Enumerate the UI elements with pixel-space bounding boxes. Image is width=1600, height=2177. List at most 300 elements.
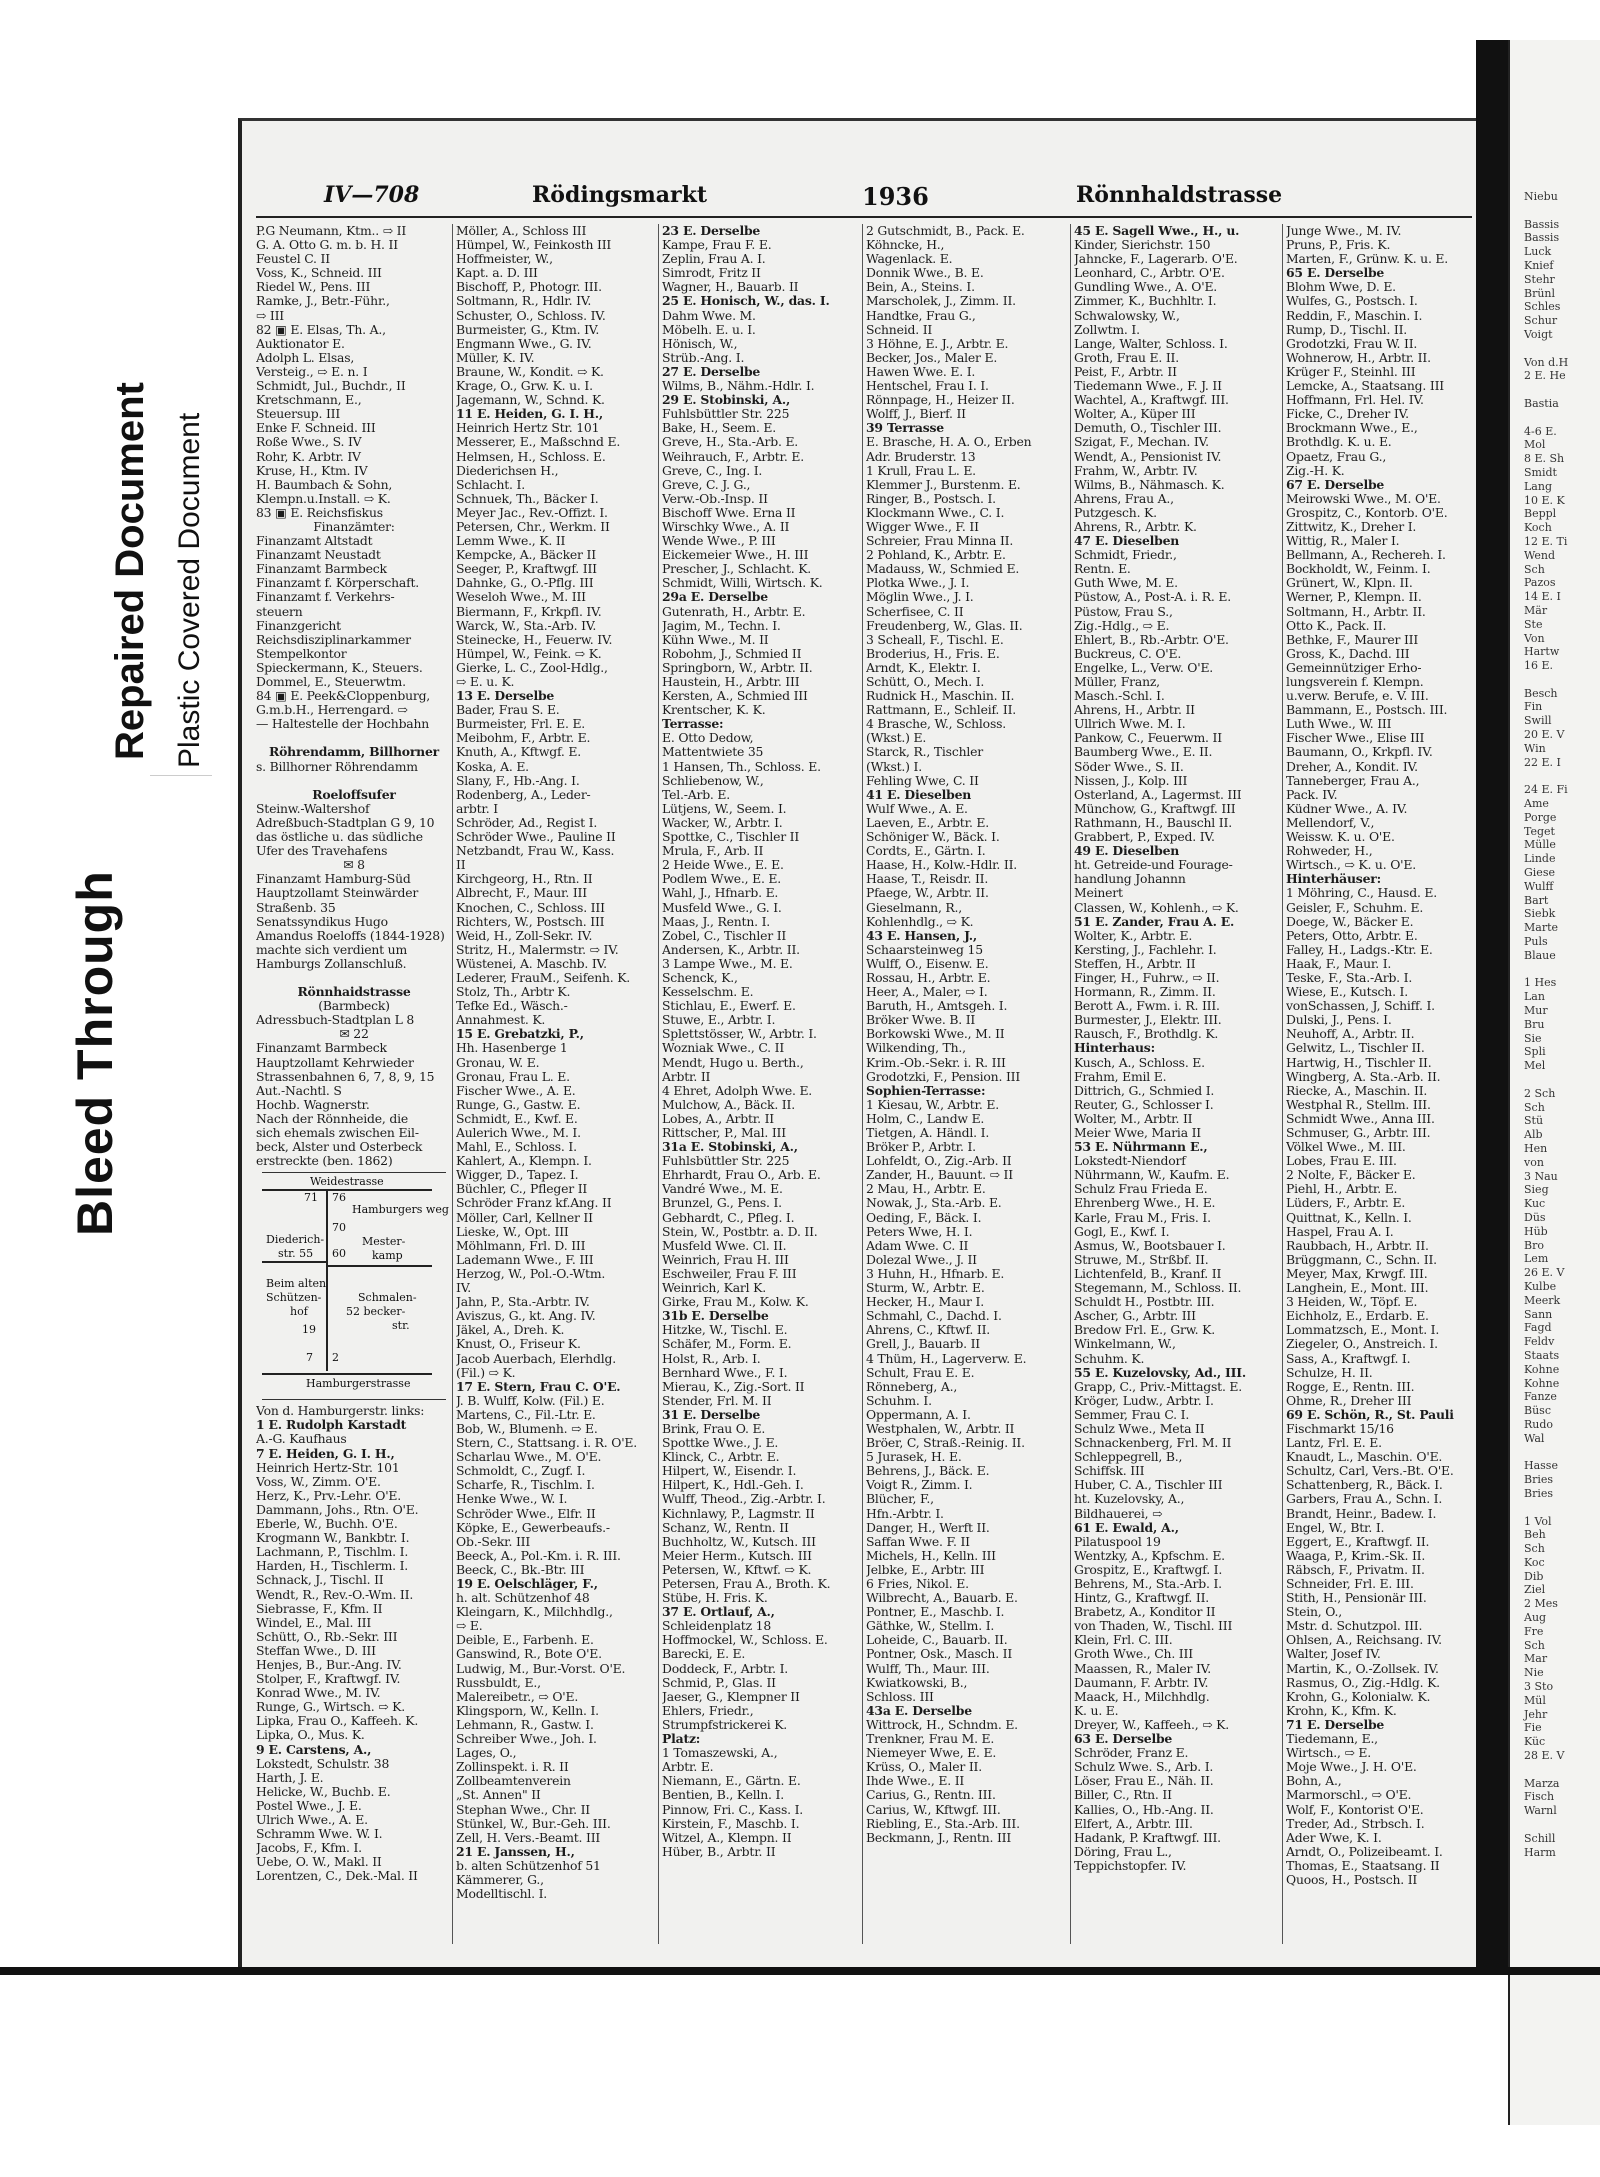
directory-entry: Schmidt, Friedr., [1074,548,1177,563]
directory-entry: Burmester, J., Elektr. III. [1074,1013,1222,1028]
directory-entry: 65 E. Derselbe [1286,266,1385,281]
directory-entry: Lantz, Frl. E. E. [1286,1436,1382,1451]
directory-entry: Mendt, Hugo u. Berth., [662,1055,804,1070]
directory-entry: Harden, H., Tischlerm. I. [256,1559,409,1574]
directory-entry: Dreher, A., Kondit. IV. [1286,759,1418,774]
directory-entry: Auktionator E. [256,336,345,351]
adjacent-page-text [1510,769,1600,783]
directory-entry: Bröker Wwe. B. II [866,1013,976,1028]
directory-entry: Hadank, P. Kraftwgf. III. [1074,1830,1221,1845]
directory-entry: Nissen, J., Kolp. III [1074,773,1188,788]
directory-entry: Brockmann Wwe., E., [1286,421,1418,436]
directory-entry: Terrasse: [662,717,724,732]
directory-entry: Stith, H., Pensionär III. [1286,1591,1427,1606]
directory-entry: Petersen, W., Kftwf. ⇨ K. [662,1562,812,1577]
adjacent-page-text [1510,673,1600,687]
directory-entry: Zimmer, K., Buchhltr. I. [1074,294,1217,309]
adjacent-page-text: Lan [1524,990,1545,1004]
directory-entry: Schütt, O., Rb.-Sekr. III [256,1629,398,1644]
directory-entry: Opaetz, Frau G., [1286,449,1387,464]
directory-entry: Rausch, F., Brothdlg. K. [1074,1027,1219,1042]
directory-entry: Arndt, K., Elektr. I. [866,660,981,675]
directory-entry: Adressbuch-Stadtplan L 8 [256,1013,415,1028]
directory-entry: Kühn Wwe., M. II [662,632,769,647]
adjacent-page-text: 16 E. [1524,659,1554,673]
adjacent-page-text: Schill [1524,1831,1556,1845]
directory-entry: ⇨ E. [456,1619,483,1634]
directory-entry: Henke Wwe., W. I. [456,1492,568,1507]
adjacent-page-text: Sch [1524,1638,1545,1652]
directory-entry: Bildhauerei, ⇨ [1074,1506,1163,1521]
directory-entry: Krogmann W., Bankbtr. I. [256,1531,410,1546]
directory-entry: Kesselschm. E. [662,985,754,1000]
directory-entry: Müller, K. IV. [456,350,535,365]
directory-entry: Reuter, G., Schlosser I. [1074,1097,1214,1112]
directory-entry: Stegemann, M., Schloss. II. [1074,1281,1242,1296]
directory-entry: Dahnke, G., O.-Pflg. III [456,576,594,591]
directory-entry: Haase, H., Kolw.-Hdlr. II. [866,858,1018,873]
directory-entry: Westphal R., Stellm. III. [1286,1097,1431,1112]
directory-entry: Tiedemann Wwe., F. J. II [1074,379,1222,394]
directory-entry: Püstow, A., Post-A. i. R. E. [1074,590,1231,605]
directory-entry: Tefke Ed., Wäsch.- [456,999,568,1014]
directory-entry: Meyer Jac., Rev.-Offizt. I. [456,505,608,520]
directory-entry: Strassenbahnen 6, 7, 8, 9, 15 [256,1069,435,1084]
directory-entry: Heinrich Hertz-Str. 101 [256,1460,400,1475]
map-label: Mester- [362,1235,406,1249]
directory-entry: Schmidt Wwe., Anna III. [1286,1111,1435,1126]
directory-entry: Baumann, O., Krkpfl. IV. [1286,745,1433,760]
directory-entry: Lachmann, P., Tischlm. I. [256,1545,409,1560]
directory-entry: Rossau, H., Arbtr. E. [866,970,991,985]
directory-entry: Osterland, A., Lagermst. III [1074,787,1242,802]
adjacent-page-text: Voigt [1524,327,1553,341]
adjacent-page-text: 2 Sch [1524,1086,1556,1100]
adjacent-page-text: Hüb [1524,1224,1548,1238]
directory-entry: 19 E. Oelschläger, F., [456,1577,598,1591]
directory-entry: Tel.-Arb. E. [662,787,730,802]
adjacent-page-text: Warnl [1524,1804,1557,1818]
directory-entry: Eichholz, E., Erdarb. E. [1286,1309,1429,1324]
directory-entry: Eberle, W., Buchh. O'E. [256,1517,398,1532]
directory-entry: Ihde Wwe., E. II [866,1774,965,1789]
directory-entry: Meibohm, F., Arbtr. E. [456,731,591,746]
directory-entry: Becker, Jos., Maler E. [866,350,998,365]
directory-entry: 31b E. Derselbe [662,1309,769,1324]
directory-entry: Grapp, C., Priv.-Mittagst. E. [1074,1379,1243,1394]
directory-entry: vonSchassen, J, Schiff. I. [1286,999,1435,1014]
directory-entry: Gutenrath, H., Arbtr. E. [662,604,806,619]
adjacent-page-text: Mülle [1524,838,1556,852]
directory-entry: Carius, G., Rentn. III. [866,1788,996,1803]
directory-entry: Finanzamt Altstadt [256,534,373,549]
directory-entry: Finanzamt f. Körperschaft. [256,576,419,591]
directory-entry: Classen, W., Kohlenh., ⇨ K. [1074,900,1239,915]
directory-entry: Uebe, O. W., Makl. II [256,1855,382,1870]
directory-entry: Stolz, Th., Arbtr K. [456,985,571,1000]
directory-entry: Wittig, R., Maler I. [1286,534,1400,549]
directory-entry: IV. [456,1281,472,1296]
directory-entry: Riebling, E., Sta.-Arb. III. [866,1816,1020,1831]
directory-entry: 1 Möhring, C., Hausd. E. [1286,886,1438,901]
directory-entry: Wittrock, H., Schndm. E. [866,1717,1018,1732]
directory-entry: Ahrens, Frau A., [1074,491,1174,506]
directory-entry: Ahrens, H., Arbtr. II [1074,703,1195,718]
directory-entry: Petersen, Frau A., Broth. K. [662,1577,831,1591]
adjacent-page-text: Smidt [1524,465,1557,479]
directory-entry: Ehrhardt, Frau O., Arb. E. [662,1168,821,1183]
directory-entry: Bethke, F., Maurer III [1286,632,1419,647]
directory-entry: Möhlmann, Frl. D. III [456,1238,586,1253]
directory-entry: Meier Wwe, Maria II [1074,1126,1202,1140]
directory-entry: Stein, O., [1286,1605,1342,1620]
directory-entry: Musfeld Wwe., G. I. [662,900,782,915]
directory-entry: Pontner, Osk., Masch. II [866,1647,1013,1662]
directory-entry: Schenck, K., [662,970,738,985]
adjacent-page-text: Staats [1524,1348,1560,1362]
directory-entry: Hh. Hasenberge 1 [456,1041,568,1056]
directory-entry: Hitzke, W., Tischl. E. [662,1323,788,1338]
directory-entry: 63 E. Derselbe [1074,1732,1173,1747]
directory-entry: Kempcke, A., Bäcker II [456,548,596,563]
directory-entry: Wulf Wwe., A. E. [866,801,968,816]
directory-entry: Röhrendamm, Billhorner [269,745,439,760]
directory-entry: Wilbrecht, A., Bauarb. E. [866,1591,1018,1606]
directory-entry: Lohfeldt, O., Zig.-Arb. II [866,1154,1012,1169]
directory-entry: Weissw. K. u. O'E. [1286,830,1395,845]
directory-entry: Kröger, Ludw., Arbtr. I. [1074,1393,1214,1408]
directory-entry: Hönisch, W., [662,336,738,351]
directory-entry: sich ehemals zwischen Eil- [256,1126,419,1140]
directory-entry: Lüders, F., Arbtr. E. [1286,1196,1406,1211]
directory-entry: Hfn.-Arbtr. I. [866,1506,944,1521]
directory-entry: Peist, F., Arbtr. II [1074,364,1177,379]
directory-entry: Küdner Wwe., A. IV. [1286,801,1408,816]
directory-entry: Bohn, A., [1286,1774,1342,1789]
map-label: Hamburgers weg [352,1203,449,1217]
directory-entry: Nach der Rönnheide, die [256,1111,409,1126]
directory-entry: Thomas, E., Staatsang. II [1286,1858,1440,1873]
directory-entry: Haustein, H., Arbtr. III [662,675,800,689]
directory-entry: Wahl, J., Hfnarb. E. [662,886,779,901]
directory-entry: Finanzamt Barmbeck [256,1041,387,1056]
adjacent-page-text: Mol [1524,438,1546,452]
directory-entry: Langhein, E., Mont. III. [1286,1281,1429,1296]
directory-entry: Wiese, E., Kutsch. I. [1286,985,1408,1000]
directory-entry: Engel, W., Btr. I. [1286,1520,1385,1535]
map-street-line [262,1373,432,1375]
directory-entry: Kohlenhdlg., ⇨ K. [866,914,974,929]
directory-entry: 7 E. Heiden, G. I. H., [256,1446,395,1461]
directory-entry: Westphalen, W., Arbtr. II [866,1421,1015,1436]
directory-entry: 3 Höhne, E. J., Arbtr. E. [866,336,1009,351]
adjacent-page-text: Bart [1524,893,1549,907]
directory-entry: Buchholtz, W., Kutsch. III [662,1534,816,1549]
directory-entry: Schreiber Wwe., Joh. I. [456,1732,597,1747]
directory-entry: Sass, A., Kraftwgf. I. [1286,1351,1411,1366]
directory-entry: Rudnick H., Maschin. II. [866,689,1015,704]
directory-entry: Martin, K., O.-Zollsek. IV. [1286,1661,1439,1676]
directory-entry: Peters Wwe, H. I. [866,1224,973,1239]
directory-entry: Schulz Frau Frieda E. [1074,1182,1208,1197]
map-label: 7 [306,1351,313,1365]
directory-entry: Harth, J. E. [256,1770,324,1785]
directory-entry: Meier Herm., Kutsch. III [662,1548,812,1563]
directory-entry: Schreier, Frau Minna II. [866,534,1014,549]
directory-entry: Groth Wwe., Ch. III [1074,1647,1193,1662]
directory-entry: Grodotzki, Frau W. II. [1286,336,1418,351]
adjacent-page-text: Jehr [1524,1707,1548,1721]
directory-entry: Greve, C., Ing. I. [662,463,763,478]
directory-entry: Jaeser, G., Klempner II [662,1689,800,1704]
directory-entry: Gronau, Frau L. E. [456,1069,570,1084]
directory-entry: Stichlau, E., Ewerf. E. [662,999,796,1014]
directory-entry: Finanzamt Neustadt [256,548,381,563]
directory-entry: Ganswind, R., Bote O'E. [456,1647,602,1662]
directory-entry: Sophien-Terrasse: [866,1083,986,1098]
directory-entry: Schuldt H., Postbtr. III. [1074,1295,1215,1310]
directory-entry: Schultz, Carl, Vers.-Bt. O'E. [1286,1464,1454,1479]
directory-entry: Wende Wwe., P. III [662,534,776,549]
directory-entry: 71 E. Derselbe [1286,1717,1385,1732]
directory-entry: Bob, W., Blumenh. ⇨ E. [456,1421,598,1436]
directory-entry: Wilms, B., Nähmasch. K. [1074,477,1225,492]
directory-entry: Biller, C., Rtn. II [1074,1788,1172,1803]
adjacent-page-text: Swill [1524,714,1552,728]
directory-entry: Laeven, E., Arbtr. E. [866,815,990,830]
directory-entry: H. Baumbach & Sohn, [256,477,393,492]
directory-entry: Platz: [662,1732,701,1747]
directory-entry: Kruse, H., Ktm. IV [256,463,368,478]
map-label: Schmalen- [358,1291,417,1305]
directory-entry: Fuhlsbüttler Str. 225 [662,407,790,422]
directory-entry: Finanzgericht [256,618,341,633]
directory-entry: Otto K., Pack. II. [1286,618,1387,633]
map-label: Diederich- [266,1233,325,1247]
directory-entry: Koska, A. E. [456,759,529,774]
directory-entry: Pankow, C., Feuerwm. II [1074,731,1222,746]
directory-entry: J. B. Wulff, Kolw. (Fil.) E. [456,1393,605,1408]
directory-entry: Schmidt, E., Kwf. E. [456,1111,578,1126]
directory-entry: ht. Getreide-und Fourage- [1074,858,1233,873]
directory-entry: Aulerich Wwe., M. I. [456,1126,581,1140]
directory-entry: Engelke, L., Verw. O'E. [1074,660,1214,675]
directory-entry: Frahm, W., Arbtr. IV. [1074,463,1198,478]
directory-entry: Schleidenplatz 18 [662,1619,772,1634]
directory-entry: Annahmest. K. [456,1013,546,1028]
directory-entry: Vandré Wwe., M. E. [662,1182,783,1197]
directory-entry: Seeger, P., Kraftwgf. III [456,562,597,577]
directory-entry: (Fil.) ⇨ K. [456,1365,516,1380]
adjacent-page-text: Brünl [1524,286,1556,300]
directory-entry: Mierau, K., Zig.-Sort. II [662,1379,805,1394]
directory-entry: Zell, H. Vers.-Beamt. III [456,1830,601,1845]
adjacent-page-text: Ziel [1524,1583,1546,1597]
directory-entry: Kleingarn, K., Milchhdlg., [456,1605,613,1620]
directory-entry: Wacker, W., Arbtr. I. [662,815,783,830]
directory-entry: Borkowski Wwe., M. II [866,1027,1005,1042]
directory-entry: Rodenberg, A., Leder- [456,787,591,802]
directory-entry: Niemann, E., Gärtn. E. [662,1774,801,1789]
adjacent-page-text: Koch [1524,521,1552,535]
adjacent-page-text: Schur [1524,314,1558,328]
directory-entry: Kampe, Frau F. E. [662,238,772,253]
directory-entry: Robohm, J., Schmied II [662,646,802,661]
directory-entry: Frahm, Emil E. [1074,1069,1167,1084]
directory-entry: 39 Terrasse [866,421,944,436]
directory-entry: Pfaege, W., Arbtr. II. [866,886,989,901]
directory-entry: Schneider, Frl. E. III. [1286,1577,1414,1591]
directory-entry: Dahm Wwe. M. [662,308,756,323]
adjacent-page-text [1510,1501,1600,1515]
directory-entry: Ader Wwe, K. I. [1286,1830,1382,1845]
adjacent-page-text: Niebu [1524,190,1558,203]
directory-entry: Gierke, L. C., Zool-Hdlg., [456,660,608,675]
directory-entry: Schaarsteinweg 15 [866,942,983,957]
directory-entry: Haspel, Frau A. I. [1286,1224,1394,1239]
directory-entry: Schröder, Franz E. [1074,1746,1189,1761]
directory-entry: Falley, H., Ladgs.-Ktr. E. [1286,942,1433,957]
directory-entry: Quoos, H., Postsch. II [1286,1872,1418,1887]
directory-entry: Steinw.-Waltershof [256,801,370,816]
directory-entry: Soltmann, R., Hdlr. IV. [456,294,592,309]
directory-entry: Rohr, K. Arbtr. IV [256,449,361,464]
adjacent-page-text: Mar [1524,1652,1548,1666]
directory-entry: Heer, A., Maler, ⇨ I. [866,985,988,1000]
directory-entry: Konrad Wwe., M. IV. [256,1686,381,1701]
directory-entry: Rönnhaidstrasse [297,985,411,1000]
adjacent-page-text: Luck [1524,245,1552,259]
directory-entry: Finger, H., Fuhrw., ⇨ II. [1074,970,1220,985]
directory-entry: Blücher, F., [866,1492,934,1507]
directory-entry: 1 E. Rudolph Karstadt [256,1418,407,1433]
directory-entry: Wolter, A., Küper III [1074,407,1196,422]
directory-entry: 2 Heide Wwe., E. E. [662,858,784,873]
directory-entry: Brabetz, A., Konditor II [1074,1605,1216,1620]
adjacent-page-text: Porge [1524,810,1557,824]
directory-entry: Ohme, R., Dreher III [1286,1393,1412,1408]
directory-entry: Eggert, E., Kraftwgf. II. [1286,1534,1430,1549]
directory-entry: Baumberg Wwe., E. II. [1074,745,1213,760]
directory-entry: Gronau, W. E. [456,1055,540,1070]
adjacent-page-text: Alb [1524,1128,1543,1142]
adjacent-page-text [1510,342,1600,356]
directory-entry: Klemmer J., Burstenm. E. [866,477,1021,492]
directory-entry: Prescher, J., Schlacht. K. [662,562,811,577]
directory-entry: Postel Wwe., J. E. [256,1798,362,1813]
directory-entry: A.-G. Kaufhaus [256,1432,347,1447]
directory-entry: Ludwig, M., Bur.-Vorst. O'E. [456,1661,626,1676]
directory-entry: handlung Johannn [1074,872,1186,887]
directory-entry: Söder Wwe., S. II. [1074,759,1184,774]
directory-entry: Stephan Wwe., Chr. II [456,1802,590,1817]
directory-entry: Runge, G., Wirtsch. ⇨ K. [256,1700,405,1715]
directory-entry: Berott A., Fwm. i. R. III. [1074,999,1220,1014]
adjacent-page-edge [1508,40,1600,2125]
directory-entry: Hilpert, W., Eisendr. I. [662,1464,797,1479]
adjacent-page-text: Bassis [1524,217,1560,231]
directory-entry: Arbtr. E. [662,1760,714,1775]
adjacent-page-text [1510,1818,1600,1832]
directory-entry: Kinder, Sierichstr. 150 [1074,238,1211,253]
directory-entry: Wüstenei, A. Maschb. IV. [456,956,607,971]
adjacent-page-text: Bassis [1524,231,1560,245]
adjacent-page-text: 3 Nau [1524,1169,1558,1183]
directory-entry: ✉ 22 [339,1027,369,1042]
directory-entry: Köpke, E., Gewerbeaufs.- [456,1520,610,1535]
directory-entry [256,731,452,745]
adjacent-page-text: von [1524,1155,1544,1169]
map-label: kamp [372,1249,403,1263]
directory-entry: 82 ▣ E. Elsas, Th. A., [256,322,386,337]
directory-entry: Schuster, O., Schloss. IV. [456,308,606,323]
adjacent-page-text: Kuc [1524,1197,1546,1211]
column-6 [1286,224,1472,1944]
directory-entry: Krohn, K., Kfm. K. [1286,1703,1397,1718]
directory-entry: Schlacht. I. [456,477,525,492]
directory-entry: Hilpert, K., Hdl.-Geh. I. [662,1478,804,1493]
directory-entry: Krüss, O., Maler II. [866,1760,982,1775]
directory-entry: Bröker P., Arbtr. I. [866,1140,976,1155]
directory-entry: Grospitz, E., Kraftwgf. I. [1074,1562,1223,1577]
directory-entry: Gross, K., Dachd. III [1286,646,1410,661]
directory-entry: Dolezal Wwe., J. II [866,1252,977,1267]
directory-entry: Räbsch, F., Privatm. II. [1286,1562,1425,1577]
column-4 [866,224,1071,1944]
directory-entry: Knochen, C., Schloss. III [456,900,605,915]
directory-entry: Maack, H., Milchhdlg. [1074,1689,1210,1704]
directory-entry: Dittrich, G., Schmied I. [1074,1083,1215,1098]
directory-entry: Ehrenberg Wwe., H. E. [1074,1196,1216,1211]
adjacent-page-text: Dib [1524,1569,1544,1583]
directory-entry: 41 E. Dieselben [866,787,972,802]
adjacent-page-text: Knief [1524,258,1554,272]
directory-entry: Masch.-Schl. I. [1074,689,1165,704]
directory-entry: Handtke, Frau G., [866,308,976,323]
directory-entry: Scherfisee, C. II [866,604,964,619]
directory-entry: Windel, E., Mal. III [256,1615,372,1630]
directory-entry: Meyer, Max, Krwgf. III. [1286,1266,1428,1281]
adjacent-page-text [1510,383,1600,397]
adjacent-page-text: Fagd [1524,1321,1552,1335]
adjacent-page-text: Küc [1524,1735,1546,1749]
directory-entry: h. alt. Schützenhof 48 [456,1591,590,1606]
directory-entry: Peters, Otto, Arbtr. E. [1286,928,1418,943]
directory-entry: Strüb.-Ang. I. [662,350,745,365]
page-number: IV—708 [324,182,420,208]
directory-entry: Lederer, FrauM., Seifenh. K. [456,970,631,985]
directory-entry: von Thaden, W., Tischl. III [1074,1619,1233,1634]
street-map [262,1172,449,1400]
directory-entry: 55 E. Kuzelovsky, Ad., III. [1074,1365,1246,1380]
directory-entry: Straßenb. 35 [256,900,336,915]
directory-entry: Bischoff Wwe. Erna II [662,505,796,520]
directory-entry: Heinrich Hertz Str. 101 [456,421,600,436]
map-label: 52 becker- [346,1305,406,1319]
directory-entry: Ziegeler, O., Anstreich. I. [1286,1337,1438,1352]
header-street-left: Rödingsmarkt [532,182,707,208]
directory-entry: Schröder Wwe., Elfr. II [456,1506,596,1521]
directory-entry: Lokstedt-Niendorf [1074,1154,1186,1169]
directory-entry: Schmoldt, C., Zugf. I. [456,1464,586,1479]
directory-entry: Karle, Frau M., Fris. I. [1074,1210,1211,1225]
directory-entry: Schulz Wwe., Meta II [1074,1421,1205,1436]
directory-entry: Steuersup. III [256,407,341,422]
directory-entry: Schuhm. K. [1074,1351,1145,1366]
directory-entry: Kersten, A., Schmied III [662,689,808,704]
directory-entry: Deible, E., Farbenh. E. [456,1633,594,1648]
header-street-right: Rönnhaldstrasse [1076,182,1283,208]
